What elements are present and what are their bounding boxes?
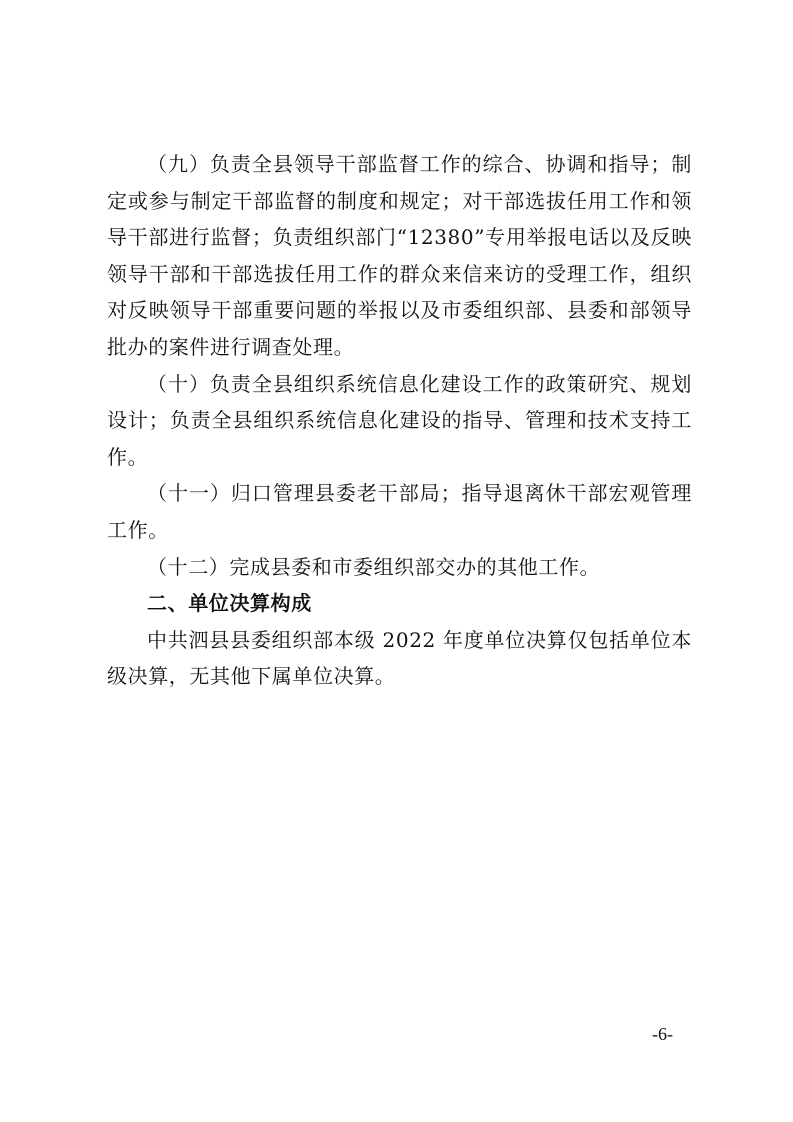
paragraph-item-10: （十）负责全县组织系统信息化建设工作的政策研究、规划设计；负责全县组织系统信息化建设的指导、管理和技术支持工作。 — [107, 371, 692, 469]
paragraph-item-9: （九）负责全县领导干部监督工作的综合、协调和指导；制定或参与制定干部监督的制度和规定；对干部选拔任用工作和领导干部进行监督；负责组织部门“12380”专用举报电话以及反映领导干部和干部选拔任用工作的群众来信来访的受理工作，组织对反映领导干部重要问题的举报以及市委组织部、县委和部领导批办的案件进行调查处理。 — [107, 152, 692, 359]
page-number: -6- — [652, 1024, 673, 1044]
document-body — [107, 146, 692, 695]
paragraph-item-11: （十一）归口管理县委老干部局；指导退离休干部宏观管理工作。 — [107, 481, 692, 542]
paragraph-item-12: （十二）完成县委和市委组织部交办的其他工作。 — [147, 554, 601, 579]
paragraph-unit-budget: 中共泗县县委组织部本级 2022 年度单位决算仅包括单位本级决算，无其他下属单位决算。 — [107, 627, 692, 689]
section-heading-unit-budget: 二、单位决算构成 — [147, 591, 312, 616]
